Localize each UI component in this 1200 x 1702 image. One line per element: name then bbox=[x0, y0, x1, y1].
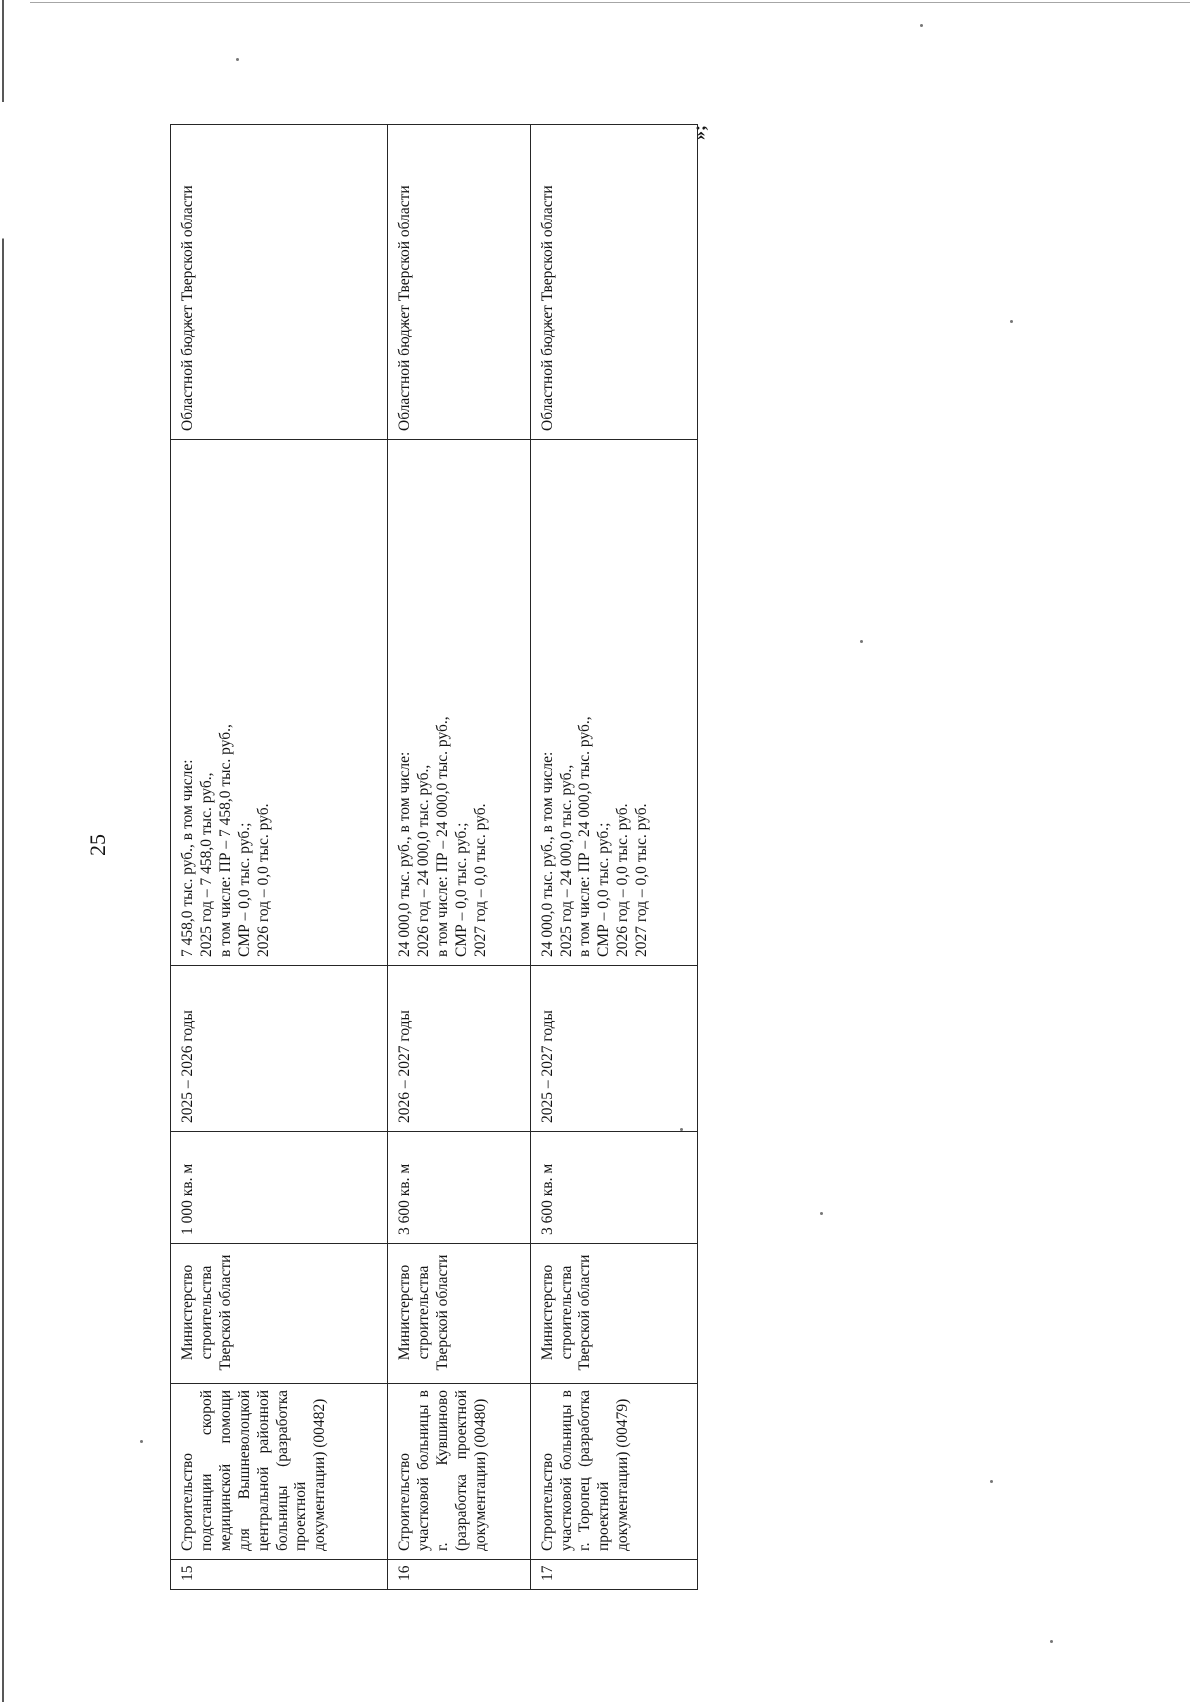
customer: Министерство строительства Тверской области bbox=[388, 1244, 530, 1384]
funding-source: Областной бюджет Тверской области bbox=[171, 125, 388, 440]
financing bbox=[530, 440, 697, 966]
scan-speck bbox=[860, 640, 863, 643]
financing-line: 2025 год – 24 000,0 тыс. руб., bbox=[557, 764, 575, 957]
table-row bbox=[530, 125, 697, 1590]
period: 2026 – 2027 годы bbox=[388, 966, 530, 1132]
financing-line: в том числе: ПР – 24 000,0 тыс. руб., bbox=[576, 716, 594, 957]
financing-line: 2026 год – 24 000,0 тыс. руб., bbox=[415, 764, 433, 957]
financing-line: 24 000,0 тыс. руб., в том числе: bbox=[396, 751, 414, 957]
page-number: 25 bbox=[85, 834, 110, 856]
customer: Министерство строительства Тверской области bbox=[530, 1244, 697, 1384]
table-row bbox=[388, 125, 530, 1590]
financing-line: 24 000,0 тыс. руб., в том числе: bbox=[538, 751, 556, 957]
scan-edge-top bbox=[30, 2, 1190, 3]
financing-line: 2026 год – 0,0 тыс. руб. bbox=[254, 803, 272, 957]
object-name: Строительство подстанции скорой медицинской помощи для Вышневолоцкой центральной районной больницы (разработка проектной документации) (00482) bbox=[171, 1384, 388, 1560]
row-number: 16 bbox=[388, 1560, 530, 1590]
closing-mark: »; bbox=[689, 125, 709, 140]
scan-speck bbox=[1050, 1640, 1053, 1643]
financing-line: в том числе: ПР – 24 000,0 тыс. руб., bbox=[434, 716, 452, 957]
financing bbox=[388, 440, 530, 966]
capacity: 3 600 кв. м bbox=[388, 1132, 530, 1244]
row-number: 15 bbox=[171, 1560, 388, 1590]
rotated-table-wrapper bbox=[170, 125, 698, 1590]
scan-speck bbox=[1010, 320, 1013, 323]
row-number: 17 bbox=[530, 1560, 697, 1590]
object-name: Строительство участковой больницы в г. Торопец (разработка проектной документации) (00479) bbox=[530, 1384, 697, 1560]
period: 2025 – 2027 годы bbox=[530, 966, 697, 1132]
financing-line: 2026 год – 0,0 тыс. руб. bbox=[614, 803, 632, 957]
scan-edge-left bbox=[2, 0, 4, 1702]
scan-speck bbox=[140, 1440, 143, 1443]
financing bbox=[171, 440, 388, 966]
financing-line: СМР – 0,0 тыс. руб.; bbox=[453, 822, 471, 957]
object-name: Строительство участковой больницы в г. Кувшиново (разработка проектной документации) (00480) bbox=[388, 1384, 530, 1560]
financing-line: 2025 год – 7 458,0 тыс. руб., bbox=[197, 772, 215, 957]
financing-line: СМР – 0,0 тыс. руб.; bbox=[235, 822, 253, 957]
table-row bbox=[171, 125, 388, 1590]
financing-line: СМР – 0,0 тыс. руб.; bbox=[595, 822, 613, 957]
capacity: 3 600 кв. м bbox=[530, 1132, 697, 1244]
scan-speck bbox=[990, 1480, 993, 1483]
financing-line: 2027 год – 0,0 тыс. руб. bbox=[633, 803, 651, 957]
capacity: 1 000 кв. м bbox=[171, 1132, 388, 1244]
period: 2025 – 2026 годы bbox=[171, 966, 388, 1132]
financing-line: в том числе: ПР – 7 458,0 тыс. руб., bbox=[216, 724, 234, 957]
scan-speck bbox=[920, 24, 923, 27]
funding-source: Областной бюджет Тверской области bbox=[530, 125, 697, 440]
funding-source: Областной бюджет Тверской области bbox=[388, 125, 530, 440]
objects-table bbox=[170, 124, 698, 1590]
scan-speck bbox=[820, 1212, 823, 1215]
financing-line: 7 458,0 тыс. руб., в том числе: bbox=[179, 759, 196, 957]
financing-line: 2027 год – 0,0 тыс. руб. bbox=[471, 803, 489, 957]
customer: Министерство строительства Тверской области bbox=[171, 1244, 388, 1384]
scan-speck bbox=[236, 58, 239, 61]
